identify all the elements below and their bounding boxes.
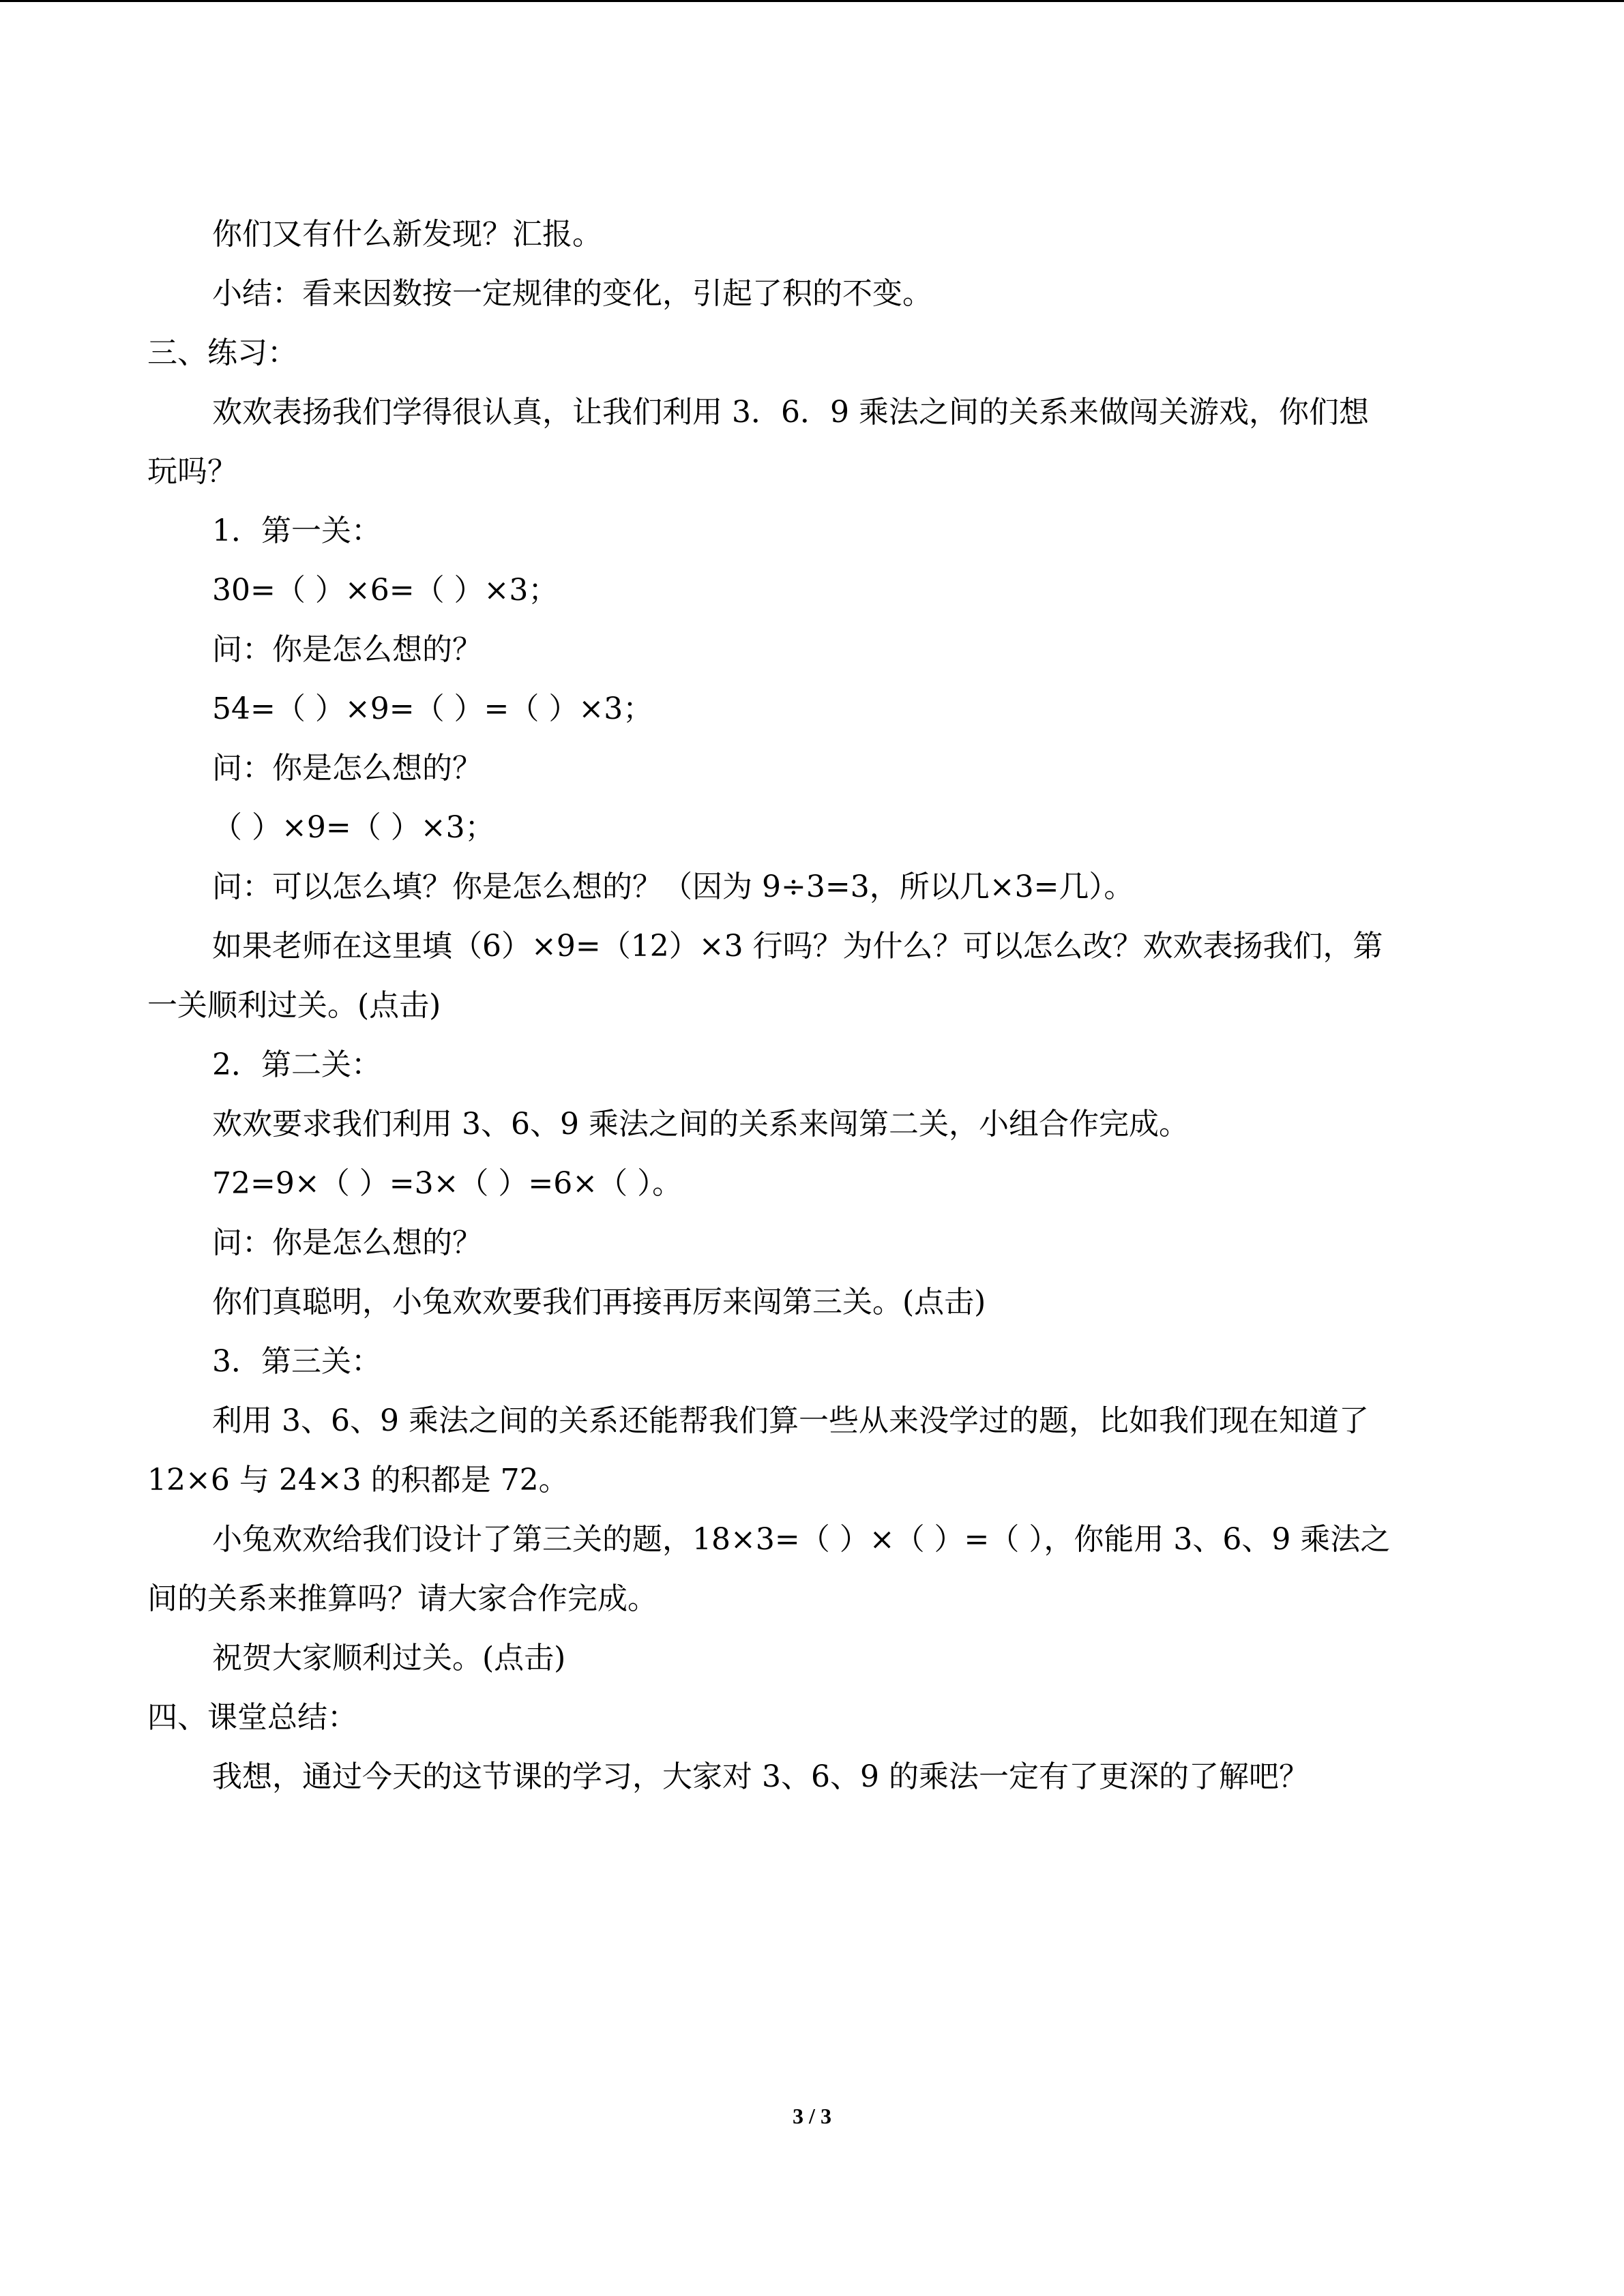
paragraph-line: 欢欢要求我们利用 3、6、9 乘法之间的关系来闯第二关，小组合作完成。 [212, 1107, 1189, 1142]
top-border-line [0, 0, 1624, 2]
subsection-heading: 2．第二关： [212, 1047, 381, 1082]
paragraph-line: 问：你是怎么想的？ [212, 632, 482, 667]
subsection-heading: 1．第一关： [212, 513, 381, 548]
paragraph-line: 如果老师在这里填（6）×9=（12）×3 行吗？为什么？可以怎么改？欢欢表扬我们，第 [212, 929, 1383, 964]
paragraph-line: 一关顺利过关。(点击) [147, 988, 441, 1023]
paragraph-line: 小结：看来因数按一定规律的变化，引起了积的不变。 [212, 276, 932, 311]
document-body [147, 205, 1477, 1806]
paragraph-line: 间的关系来推算吗？请大家合作完成。 [147, 1581, 658, 1616]
paragraph-line: 你们真聪明，小兔欢欢要我们再接再厉来闯第三关。(点击) [212, 1285, 986, 1320]
paragraph-line: 祝贺大家顺利过关。(点击) [212, 1641, 566, 1675]
equation-line: 72=9×（ ）=3×（ ）=6×（ ）。 [212, 1166, 683, 1201]
paragraph-line: 欢欢表扬我们学得很认真，让我们利用 3．6．9 乘法之间的关系来做闯关游戏，你们想 [212, 395, 1369, 430]
subsection-heading: 3．第三关： [212, 1344, 381, 1379]
section-heading: 四、课堂总结： [147, 1700, 357, 1735]
equation-line: 30=（ ）×6=（ ）×3； [212, 573, 559, 608]
paragraph-line: 玩吗？ [147, 454, 237, 489]
paragraph-line: 问：你是怎么想的？ [212, 1225, 482, 1260]
section-heading: 三、练习： [147, 336, 297, 370]
paragraph-line: 你们又有什么新发现？汇报。 [212, 217, 602, 252]
paragraph-line: 问：可以怎么填？你是怎么想的？（因为 9÷3=3，所以几×3=几）。 [212, 869, 1134, 904]
page-number: 3 / 3 [793, 2104, 831, 2128]
paragraph-line: 问：你是怎么想的？ [212, 751, 482, 786]
equation-line: 54=（ ）×9=（ ）=（ ）×3； [212, 691, 653, 726]
paragraph-line: 我想，通过今天的这节课的学习，大家对 3、6、9 的乘法一定有了更深的了解吧？ [212, 1759, 1309, 1794]
paragraph-line: 12×6 与 24×3 的积都是 72。 [147, 1463, 569, 1497]
paragraph-line: 利用 3、6、9 乘法之间的关系还能帮我们算一些从来没学过的题，比如我们现在知道了 [212, 1403, 1369, 1438]
equation-line: （ ）×9=（ ）×3； [212, 810, 495, 845]
paragraph-line: 小兔欢欢给我们设计了第三关的题，18×3=（ ）×（ ）=（ ），你能用 3、6、9 乘法之 [212, 1522, 1391, 1557]
